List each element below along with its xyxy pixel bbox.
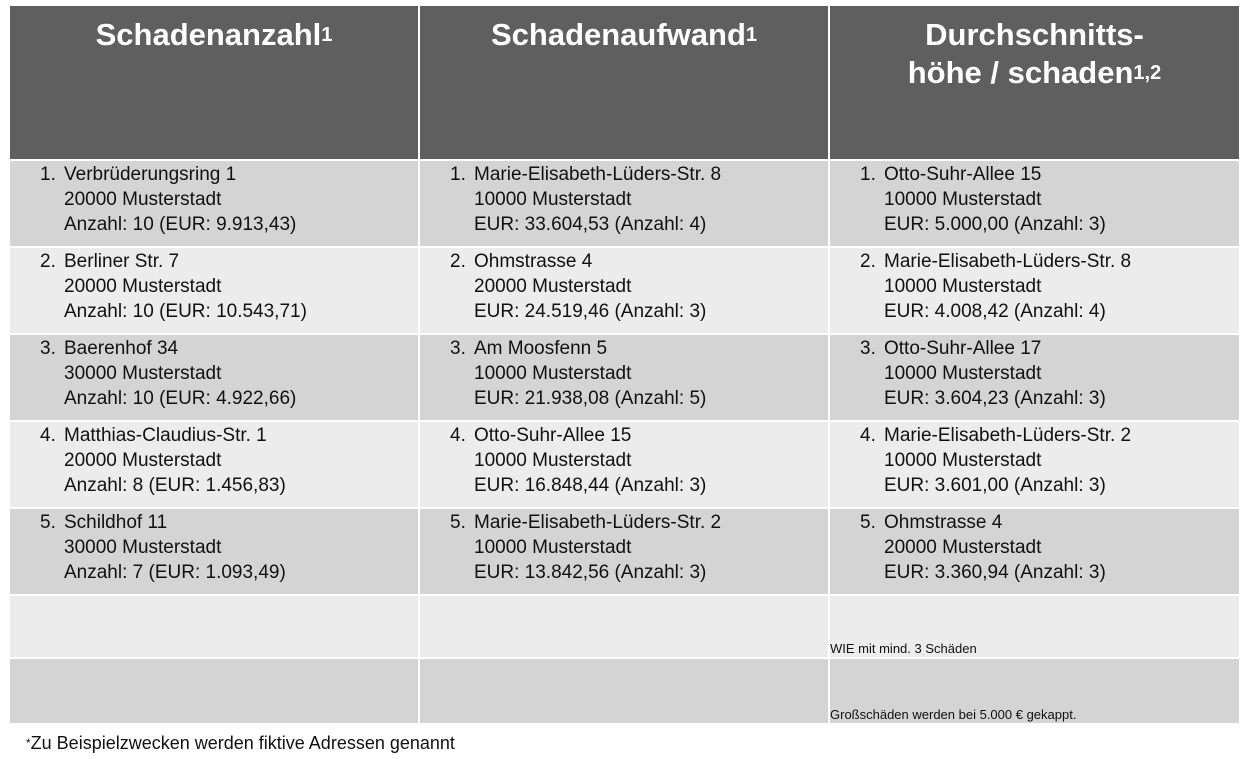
header-schadenaufwand	[420, 6, 828, 159]
detail: EUR: 21.938,08 (Anzahl: 5)	[474, 388, 707, 409]
street: Otto-Suhr-Allee 15	[474, 425, 632, 446]
detail: Anzahl: 10 (EUR: 10.543,71)	[64, 301, 307, 322]
header-durchschnittshoehe	[830, 6, 1239, 159]
city: 20000 Musterstadt	[474, 276, 632, 297]
header-superscript: 1	[321, 24, 333, 46]
city: 20000 Musterstadt	[64, 189, 222, 210]
table-cell	[10, 161, 418, 246]
city: 10000 Musterstadt	[474, 450, 632, 471]
note-cell	[830, 596, 1239, 657]
detail: EUR: 5.000,00 (Anzahl: 3)	[884, 214, 1106, 235]
table-cell	[10, 248, 418, 333]
rank-number: 5.	[860, 512, 876, 533]
header-superscript: 1	[745, 24, 758, 46]
rank-number: 4.	[40, 425, 56, 446]
detail: Anzahl: 7 (EUR: 1.093,49)	[64, 562, 286, 583]
street: Verbrüderungsring 1	[64, 164, 237, 185]
table-cell	[830, 248, 1239, 333]
city: 10000 Musterstadt	[474, 363, 632, 384]
header-title: Schadenanzahl	[95, 17, 322, 52]
rank-number: 3.	[450, 338, 466, 359]
header-title-line2: höhe / schaden	[907, 55, 1134, 90]
table-cell	[830, 422, 1239, 507]
city: 10000 Musterstadt	[474, 189, 632, 210]
street: Marie-Elisabeth-Lüders-Str. 2	[884, 425, 1132, 446]
street: Am Moosfenn 5	[474, 338, 608, 359]
city: 10000 Musterstadt	[884, 276, 1042, 297]
city: 10000 Musterstadt	[884, 363, 1042, 384]
empty-cell	[420, 659, 828, 723]
note-cell	[830, 659, 1239, 723]
table-cell	[830, 161, 1239, 246]
table-cell	[420, 248, 828, 333]
table-cell	[420, 161, 828, 246]
table-cell	[10, 509, 418, 594]
table-cell	[420, 509, 828, 594]
street: Otto-Suhr-Allee 17	[884, 338, 1042, 359]
table-cell	[10, 335, 418, 420]
city: 20000 Musterstadt	[64, 450, 222, 471]
rank-number: 3.	[860, 338, 876, 359]
rank-number: 3.	[40, 338, 56, 359]
rank-number: 2.	[40, 251, 56, 272]
street: Berliner Str. 7	[64, 251, 180, 272]
header-superscript: 1,2	[1133, 62, 1162, 84]
rank-number: 5.	[40, 512, 56, 533]
street: Baerenhof 34	[64, 338, 179, 359]
footnote	[26, 733, 455, 753]
city: 10000 Musterstadt	[884, 450, 1042, 471]
detail: Anzahl: 10 (EUR: 9.913,43)	[64, 214, 297, 235]
rank-number: 4.	[860, 425, 876, 446]
rank-number: 2.	[450, 251, 466, 272]
detail: EUR: 16.848,44 (Anzahl: 3)	[474, 475, 707, 496]
rank-number: 4.	[450, 425, 466, 446]
rank-number: 1.	[860, 164, 876, 185]
detail: EUR: 24.519,46 (Anzahl: 3)	[474, 301, 707, 322]
detail: Anzahl: 10 (EUR: 4.922,66)	[64, 388, 297, 409]
table-cell	[830, 335, 1239, 420]
street: Marie-Elisabeth-Lüders-Str. 8	[884, 251, 1132, 272]
city: 10000 Musterstadt	[884, 189, 1042, 210]
header-title-line1: Durchschnitts-	[925, 17, 1144, 52]
rank-number: 5.	[450, 512, 466, 533]
table-cell	[10, 422, 418, 507]
footnote-marker: *	[26, 736, 31, 750]
street: Matthias-Claudius-Str. 1	[64, 425, 267, 446]
city: 30000 Musterstadt	[64, 363, 222, 384]
ranking-table	[10, 6, 1239, 723]
footnote-text: Zu Beispielzwecken werden fiktive Adressen genannt	[30, 733, 455, 753]
table-cell	[420, 422, 828, 507]
city: 10000 Musterstadt	[474, 537, 632, 558]
note-min-claims: WIE mit mind. 3 Schäden	[830, 641, 977, 656]
rank-number: 1.	[40, 164, 56, 185]
city: 30000 Musterstadt	[64, 537, 222, 558]
city: 20000 Musterstadt	[64, 276, 222, 297]
note-large-claims-cap: Großschäden werden bei 5.000 € gekappt.	[830, 707, 1077, 722]
detail: EUR: 33.604,53 (Anzahl: 4)	[474, 214, 707, 235]
detail: Anzahl: 8 (EUR: 1.456,83)	[64, 475, 286, 496]
header-title: Schadenaufwand	[490, 17, 746, 52]
street: Marie-Elisabeth-Lüders-Str. 8	[474, 164, 722, 185]
detail: EUR: 3.604,23 (Anzahl: 3)	[884, 388, 1106, 409]
detail: EUR: 13.842,56 (Anzahl: 3)	[474, 562, 707, 583]
city: 20000 Musterstadt	[884, 537, 1042, 558]
street: Ohmstrasse 4	[474, 251, 593, 272]
detail: EUR: 4.008,42 (Anzahl: 4)	[884, 301, 1106, 322]
empty-cell	[10, 659, 418, 723]
rank-number: 2.	[860, 251, 876, 272]
street: Schildhof 11	[64, 512, 168, 533]
table-cell	[420, 335, 828, 420]
street: Marie-Elisabeth-Lüders-Str. 2	[474, 512, 722, 533]
header-schadenanzahl	[10, 6, 418, 159]
empty-cell	[10, 596, 418, 657]
street: Otto-Suhr-Allee 15	[884, 164, 1042, 185]
detail: EUR: 3.601,00 (Anzahl: 3)	[884, 475, 1106, 496]
street: Ohmstrasse 4	[884, 512, 1003, 533]
detail: EUR: 3.360,94 (Anzahl: 3)	[884, 562, 1106, 583]
rank-number: 1.	[450, 164, 466, 185]
empty-cell	[420, 596, 828, 657]
table-cell	[830, 509, 1239, 594]
